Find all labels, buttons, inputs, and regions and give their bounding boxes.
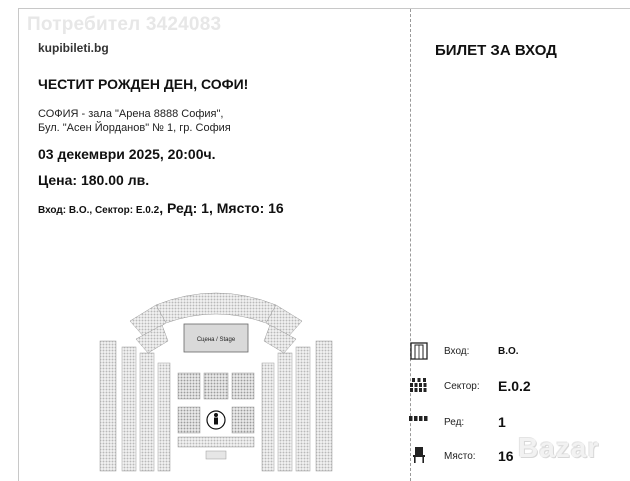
info-seat-value: 16: [498, 448, 514, 464]
venue-seating-map: [96, 283, 336, 473]
venue-address: [38, 107, 231, 135]
venue-line-1: СОФИЯ - зала "Арена 8888 София",: [38, 108, 224, 120]
ticket-type-label: БИЛЕТ ЗА ВХОД: [435, 42, 557, 59]
user-watermark: Потребител 3424083: [27, 14, 222, 35]
info-sector-value: Е.0.2: [498, 378, 531, 394]
info-seat-label: Място:: [444, 451, 476, 462]
seat-summary: [38, 200, 284, 218]
tear-off-divider: [410, 9, 411, 481]
door-icon: [408, 342, 430, 360]
site-watermark: Bazar: [518, 432, 600, 463]
seat-summary-entrance: Вход: В.О., Сектор: Е.0.2: [38, 205, 160, 216]
sector-seats-icon: [408, 376, 430, 394]
event-title: ЧЕСТИТ РОЖДЕН ДЕН, СОФИ!: [38, 76, 249, 92]
info-entrance-label: Вход:: [444, 346, 470, 357]
brand-logo: kupibileti.bg: [38, 41, 109, 55]
venue-line-2: Бул. "Асен Йорданов" № 1, гр. София: [38, 122, 231, 134]
info-row-label: Ред:: [444, 417, 465, 428]
event-date: 03 декември 2025, 20:00ч.: [38, 146, 216, 162]
stage-label: Сцена / Stage: [196, 337, 236, 343]
info-row-value: 1: [498, 414, 506, 430]
seat-location-marker: [207, 411, 225, 429]
row-seats-icon: [408, 412, 430, 430]
info-sector-label: Сектор:: [444, 381, 480, 392]
info-entrance-value: В.О.: [498, 346, 519, 357]
chair-icon: [408, 446, 430, 464]
seat-summary-row-seat: , Ред: 1, Място: 16: [159, 200, 284, 216]
ticket-price: Цена: 180.00 лв.: [38, 172, 150, 188]
